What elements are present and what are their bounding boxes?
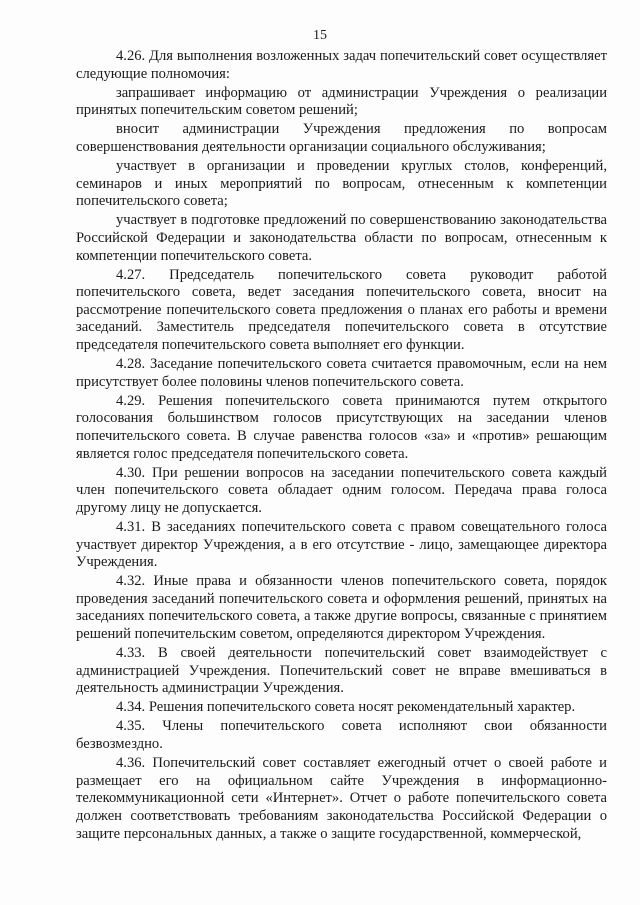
paragraph-4-30: 4.30. При решении вопросов на заседании попечительского совета каждый член попечительского совета обладает одним голосом. Передача права голоса другому лицу не допускается. bbox=[76, 464, 607, 516]
document-body bbox=[76, 48, 607, 845]
paragraph-4-26: 4.26. Для выполнения возложенных задач попечительский совет осуществляет следующие полномочия: bbox=[76, 48, 607, 82]
paragraph-4-31: 4.31. В заседаниях попечительского совета с правом совещательного голоса участвует директор Учреждения, а в его отсутствие - лицо, замещающее директора Учреждения. bbox=[76, 518, 607, 571]
paragraph-4-32: 4.32. Иные права и обязанности членов попечительского совета, порядок проведения заседаний попечительского совета и оформления решений, принятых на заседаниях попечительского совета, а также другие вопросы, связанные с принятием решений попечительским советом, определяются директором Учреждения. bbox=[76, 573, 607, 642]
paragraph-4-34: 4.34. Решения попечительского совета носят рекомендательный характер. bbox=[116, 699, 576, 716]
paragraph-4-26-item-4: участвует в подготовке предложений по совершенствованию законодательства Российской Федерации и законодательства области по вопросам, отнесенным к компетенции попечительского совета. bbox=[76, 212, 607, 264]
paragraph-4-28: 4.28. Заседание попечительского совета считается правомочным, если на нем присутствует более половины членов попечительского совета. bbox=[76, 356, 607, 390]
paragraph-4-26-item-2: вносит администрации Учреждения предложения по вопросам совершенствования деятельности организации социального обслуживания; bbox=[76, 121, 607, 155]
paragraph-4-36: 4.36. Попечительский совет составляет ежегодный отчет о своей работе и размещает его на официальном сайте Учреждения в информационно-телекоммуникационной сети «Интернет». Отчет о работе попечительского совета должен соответствовать требованиям законодательства Российской Федерации о защите персональных данных, а также о защите государственной, коммерческой, bbox=[76, 755, 607, 842]
paragraph-4-29: 4.29. Решения попечительского совета принимаются путем открытого голосования большинством голосов присутствующих на заседании членов попечительского совета. В случае равенства голосов «за» и «против» решающим является голос председателя попечительского совета. bbox=[76, 392, 607, 462]
paragraph-4-33: 4.33. В своей деятельности попечительский совет взаимодействует с администрацией Учреждения. Попечительский совет не вправе вмешиваться в деятельность администрации Учреждения. bbox=[76, 645, 607, 697]
page-number: 15 bbox=[313, 28, 327, 43]
paragraph-4-26-item-1: запрашивает информацию от администрации Учреждения о реализации принятых попечительским советом решений; bbox=[76, 84, 607, 119]
paragraph-4-35: 4.35. Члены попечительского совета исполняют свои обязанности безвозмездно. bbox=[76, 718, 607, 753]
paragraph-4-27: 4.27. Председатель попечительского совета руководит работой попечительского совета, ведет заседания попечительского совета, вносит на рассмотрение попечительского совета предложения о планах его работы и времени заседаний. Заместитель председателя попечительского совета в отсутствие председателя попечительского совета выполняет его функции. bbox=[76, 266, 607, 353]
paragraph-4-26-item-3: участвует в организации и проведении круглых столов, конференций, семинаров и иных мероприятий по вопросам, отнесенным к компетенции попечительского совета; bbox=[76, 158, 607, 210]
